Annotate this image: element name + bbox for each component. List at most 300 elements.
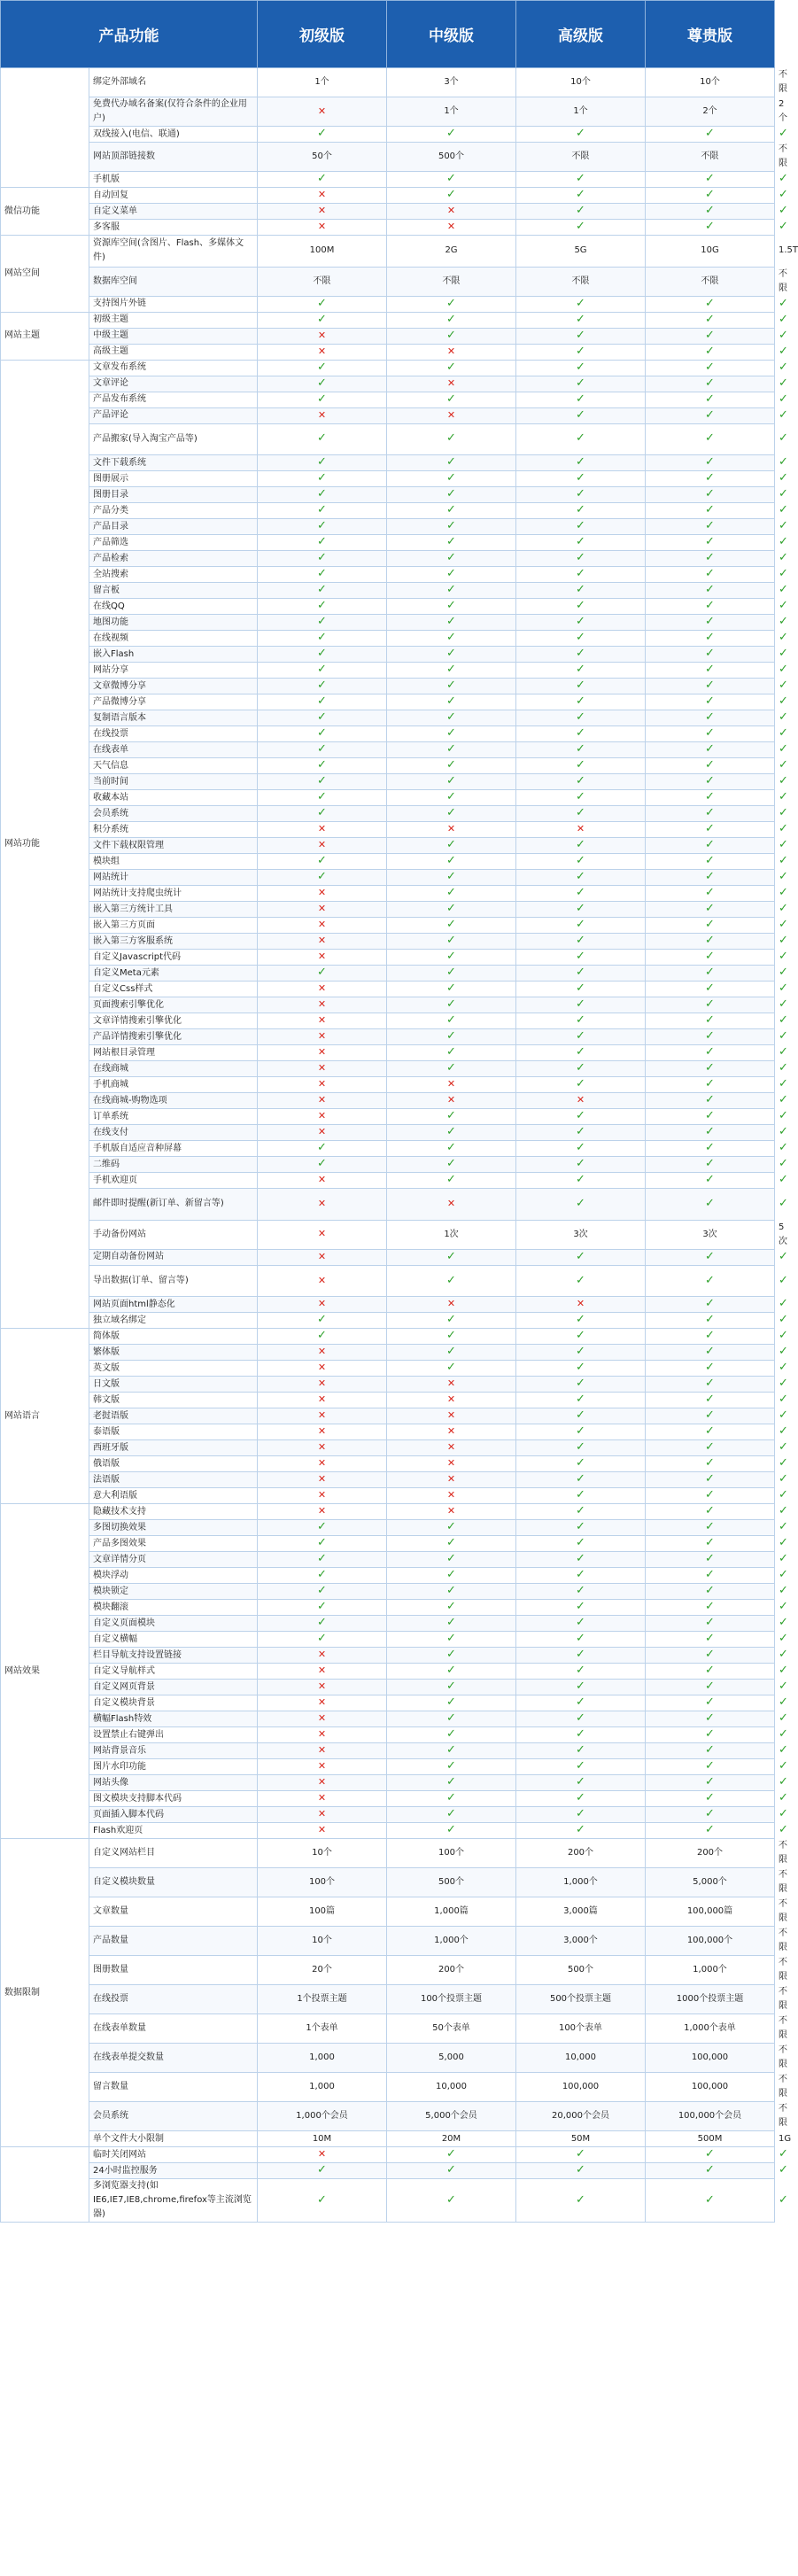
check-icon: ✓ xyxy=(258,1536,387,1552)
check-icon: ✓ xyxy=(258,599,387,615)
check-icon: ✓ xyxy=(387,599,516,615)
check-icon: ✓ xyxy=(516,188,646,204)
table-row: 图册目录 ✓ ✓ ✓ ✓ ✓ xyxy=(1,487,775,503)
table-row: 设置禁止右键弹出 ✕ ✓ ✓ ✓ ✓ xyxy=(1,1727,775,1743)
check-icon: ✓ xyxy=(646,2179,775,2223)
check-icon: ✓ xyxy=(516,631,646,647)
value-text: 20,000个会员 xyxy=(552,2111,609,2122)
cross-icon: ✕ xyxy=(258,838,387,854)
check-icon: ✓ xyxy=(387,423,516,455)
value-text: 100,000个 xyxy=(686,1936,733,1946)
table-row: 俄语版 ✕ ✕ ✓ ✓ ✓ xyxy=(1,1456,775,1472)
check-icon: ✓ xyxy=(646,694,775,710)
table-row: 地图功能 ✓ ✓ ✓ ✓ ✓ xyxy=(1,615,775,631)
cross-icon: ✕ xyxy=(258,918,387,934)
check-icon: ✓ xyxy=(387,296,516,312)
check-icon: ✓ xyxy=(387,1759,516,1775)
check-icon: ✓ xyxy=(646,583,775,599)
group-label: 数据限制 xyxy=(1,1839,89,2147)
table-row: 多图切换效果 ✓ ✓ ✓ ✓ ✓ xyxy=(1,1520,775,1536)
check-icon: ✓ xyxy=(516,344,646,360)
check-icon: ✓ xyxy=(516,679,646,694)
feature-name: 横幅Flash特效 xyxy=(89,1711,258,1727)
check-icon: ✓ xyxy=(516,1329,646,1345)
cross-icon: ✕ xyxy=(258,1093,387,1109)
feature-name: 自定义Meta元素 xyxy=(89,966,258,982)
feature-name: 网站页面html静态化 xyxy=(89,1297,258,1313)
value-text: 500个 xyxy=(567,1965,594,1975)
group-label: 网站语言 xyxy=(1,1329,89,1504)
check-icon: ✓ xyxy=(646,838,775,854)
value-text: 100个 xyxy=(438,1848,465,1858)
check-icon: ✓ xyxy=(387,360,516,376)
table-row: 独立域名绑定 ✓ ✓ ✓ ✓ ✓ xyxy=(1,1313,775,1329)
table-row: 栏目导航支持设置链接 ✕ ✓ ✓ ✓ ✓ xyxy=(1,1648,775,1664)
feature-name: 支持图片外链 xyxy=(89,296,258,312)
cross-icon: ✕ xyxy=(258,982,387,997)
feature-name: 产品评论 xyxy=(89,407,258,423)
cross-icon: ✕ xyxy=(258,1361,387,1377)
check-icon: ✓ xyxy=(516,1013,646,1029)
check-icon: ✓ xyxy=(387,535,516,551)
feature-name: 手动备份网站 xyxy=(89,1220,258,1249)
check-icon: ✓ xyxy=(258,870,387,886)
check-icon: ✓ xyxy=(646,1536,775,1552)
value-text: 100,000个会员 xyxy=(678,2111,742,2122)
cross-icon: ✕ xyxy=(258,1727,387,1743)
table-row: 泰语版 ✕ ✕ ✓ ✓ ✓ xyxy=(1,1424,775,1440)
table-row: 在线视频 ✓ ✓ ✓ ✓ ✓ xyxy=(1,631,775,647)
check-icon: ✓ xyxy=(516,838,646,854)
check-icon: ✓ xyxy=(516,1377,646,1393)
value-cell xyxy=(258,1839,387,1868)
value-cell xyxy=(516,2131,646,2147)
check-icon: ✓ xyxy=(387,312,516,328)
table-row: 复制语言版本 ✓ ✓ ✓ ✓ ✓ xyxy=(1,710,775,726)
check-icon: ✓ xyxy=(516,535,646,551)
check-icon: ✓ xyxy=(646,1488,775,1504)
check-icon: ✓ xyxy=(258,742,387,758)
value-cell xyxy=(258,267,387,296)
feature-name: 手机商城 xyxy=(89,1077,258,1093)
value-text: 500个投票主题 xyxy=(549,1994,612,2005)
check-icon: ✓ xyxy=(516,886,646,902)
check-icon: ✓ xyxy=(258,1520,387,1536)
value-text: 5,000个会员 xyxy=(425,2111,477,2122)
check-icon: ✓ xyxy=(387,1173,516,1189)
table-row: 产品分类 ✓ ✓ ✓ ✓ ✓ xyxy=(1,503,775,519)
feature-name: 老挝语版 xyxy=(89,1408,258,1424)
table-row xyxy=(1,236,775,268)
check-icon: ✓ xyxy=(516,2179,646,2223)
check-icon: ✓ xyxy=(387,1680,516,1695)
table-row xyxy=(1,1868,775,1897)
table-row: 自定义模块背景 ✕ ✓ ✓ ✓ ✓ xyxy=(1,1695,775,1711)
value-cell xyxy=(387,1956,516,1985)
cross-icon: ✕ xyxy=(516,1297,646,1313)
table-row: 手机商城 ✕ ✕ ✓ ✓ ✓ xyxy=(1,1077,775,1093)
check-icon: ✓ xyxy=(387,742,516,758)
header-basic: 初级版 xyxy=(258,1,387,68)
check-icon: ✓ xyxy=(516,1711,646,1727)
cross-icon: ✕ xyxy=(258,1440,387,1456)
feature-name: 文章微博分享 xyxy=(89,679,258,694)
feature-name: 多客服 xyxy=(89,220,258,236)
table-row: 横幅Flash特效 ✕ ✓ ✓ ✓ ✓ xyxy=(1,1711,775,1727)
feature-name: 文章详情分页 xyxy=(89,1552,258,1568)
value-cell xyxy=(387,2131,516,2147)
table-row: 模块浮动 ✓ ✓ ✓ ✓ ✓ xyxy=(1,1568,775,1584)
check-icon: ✓ xyxy=(646,1249,775,1265)
table-row: 产品多图效果 ✓ ✓ ✓ ✓ ✓ xyxy=(1,1536,775,1552)
check-icon: ✓ xyxy=(387,1775,516,1791)
check-icon: ✓ xyxy=(646,1648,775,1664)
check-icon: ✓ xyxy=(516,1791,646,1807)
check-icon: ✓ xyxy=(258,966,387,982)
check-icon: ✓ xyxy=(258,519,387,535)
cross-icon: ✕ xyxy=(258,188,387,204)
check-icon: ✓ xyxy=(258,2163,387,2179)
value-text: 100M xyxy=(309,245,335,256)
cross-icon: ✕ xyxy=(258,1791,387,1807)
check-icon: ✓ xyxy=(516,1680,646,1695)
cross-icon: ✕ xyxy=(258,344,387,360)
check-icon: ✓ xyxy=(258,503,387,519)
check-icon: ✓ xyxy=(516,503,646,519)
feature-name: 订单系统 xyxy=(89,1109,258,1125)
check-icon: ✓ xyxy=(516,312,646,328)
table-row: 网站统计 ✓ ✓ ✓ ✓ ✓ xyxy=(1,870,775,886)
feature-name: 留言数量 xyxy=(89,2073,258,2102)
value-cell xyxy=(516,2014,646,2044)
check-icon: ✓ xyxy=(646,854,775,870)
table-row: 支持图片外链 ✓ ✓ ✓ ✓ ✓ xyxy=(1,296,775,312)
check-icon: ✓ xyxy=(646,822,775,838)
value-text: 10M xyxy=(312,2133,332,2144)
value-text: 不限 xyxy=(779,1958,787,1982)
feature-name: 单个文件大小限制 xyxy=(89,2131,258,2147)
feature-name: 绑定外部域名 xyxy=(89,68,258,97)
table-row: 手机版自适应音种屏幕 ✓ ✓ ✓ ✓ ✓ xyxy=(1,1141,775,1157)
feature-name: 邮件即时提醒(新订单、新留言等) xyxy=(89,1189,258,1221)
check-icon: ✓ xyxy=(646,360,775,376)
table-row: 产品微博分享 ✓ ✓ ✓ ✓ ✓ xyxy=(1,694,775,710)
check-icon: ✓ xyxy=(646,1377,775,1393)
feature-name: 在线商城 xyxy=(89,1061,258,1077)
check-icon: ✓ xyxy=(646,1616,775,1632)
table-row: 收藏本站 ✓ ✓ ✓ ✓ ✓ xyxy=(1,790,775,806)
feature-name: 自定义网页背景 xyxy=(89,1680,258,1695)
check-icon: ✓ xyxy=(258,790,387,806)
feature-name: 自定义模块数量 xyxy=(89,1868,258,1897)
feature-name: 产品筛选 xyxy=(89,535,258,551)
feature-name: 文章发布系统 xyxy=(89,360,258,376)
value-text: 不限 xyxy=(779,2075,787,2099)
header-premium: 尊贵版 xyxy=(646,1,775,68)
value-cell xyxy=(387,1868,516,1897)
check-icon: ✓ xyxy=(516,1393,646,1408)
check-icon: ✓ xyxy=(646,950,775,966)
cross-icon: ✕ xyxy=(258,1220,387,1249)
check-icon: ✓ xyxy=(646,1664,775,1680)
value-cell xyxy=(258,2044,387,2073)
table-row: 英文版 ✕ ✓ ✓ ✓ ✓ xyxy=(1,1361,775,1377)
feature-name: 嵌入第三方统计工具 xyxy=(89,902,258,918)
feature-name: 在线表单 xyxy=(89,742,258,758)
table-row xyxy=(1,1985,775,2014)
table-row: 文章详情搜索引擎优化 ✕ ✓ ✓ ✓ ✓ xyxy=(1,1013,775,1029)
table-row: 模块组 ✓ ✓ ✓ ✓ ✓ xyxy=(1,854,775,870)
cross-icon: ✕ xyxy=(258,1249,387,1265)
check-icon: ✓ xyxy=(646,1711,775,1727)
check-icon: ✓ xyxy=(387,997,516,1013)
value-text: 1个 xyxy=(314,77,329,87)
cross-icon: ✕ xyxy=(258,204,387,220)
cross-icon: ✕ xyxy=(258,1775,387,1791)
check-icon: ✓ xyxy=(516,854,646,870)
table-row xyxy=(1,1927,775,1956)
feature-name: 中级主题 xyxy=(89,328,258,344)
check-icon: ✓ xyxy=(516,806,646,822)
check-icon: ✓ xyxy=(387,1807,516,1823)
check-icon: ✓ xyxy=(646,1093,775,1109)
check-icon: ✓ xyxy=(258,376,387,392)
table-row xyxy=(1,2073,775,2102)
cross-icon: ✕ xyxy=(258,1125,387,1141)
check-icon: ✓ xyxy=(387,1520,516,1536)
check-icon: ✓ xyxy=(258,806,387,822)
table-row: 网站效果 隐藏技术支持 ✕ ✕ ✓ ✓ ✓ xyxy=(1,1504,775,1520)
feature-name: 24小时监控服务 xyxy=(89,2163,258,2179)
feature-name: 收藏本站 xyxy=(89,790,258,806)
check-icon: ✓ xyxy=(387,806,516,822)
check-icon: ✓ xyxy=(516,1141,646,1157)
cross-icon: ✕ xyxy=(387,1189,516,1221)
check-icon: ✓ xyxy=(646,344,775,360)
feature-name: 全站搜索 xyxy=(89,567,258,583)
check-icon: ✓ xyxy=(258,312,387,328)
value-text: 不限 xyxy=(779,2045,787,2070)
feature-name: 在线投票 xyxy=(89,726,258,742)
table-row: 网站页面html静态化 ✕ ✕ ✕ ✓ ✓ xyxy=(1,1297,775,1313)
value-cell xyxy=(258,236,387,268)
value-text: 5,000 xyxy=(438,2052,464,2063)
value-text: 100个 xyxy=(308,1877,336,1888)
check-icon: ✓ xyxy=(516,1807,646,1823)
value-text: 100,000 xyxy=(691,2082,729,2092)
check-icon: ✓ xyxy=(516,918,646,934)
table-row: 模块锁定 ✓ ✓ ✓ ✓ ✓ xyxy=(1,1584,775,1600)
check-icon: ✓ xyxy=(516,1504,646,1520)
feature-name: 积分系统 xyxy=(89,822,258,838)
value-cell xyxy=(258,1927,387,1956)
check-icon: ✓ xyxy=(646,1408,775,1424)
cross-icon: ✕ xyxy=(387,1472,516,1488)
feature-name: 网站顶部链接数 xyxy=(89,143,258,172)
group-label: 网站功能 xyxy=(1,360,89,1329)
check-icon: ✓ xyxy=(258,1329,387,1345)
cross-icon: ✕ xyxy=(258,1189,387,1221)
value-cell xyxy=(258,2102,387,2131)
check-icon: ✓ xyxy=(258,551,387,567)
check-icon: ✓ xyxy=(387,567,516,583)
cross-icon: ✕ xyxy=(258,1013,387,1029)
feature-name: 页面插入脚本代码 xyxy=(89,1807,258,1823)
check-icon: ✓ xyxy=(646,1297,775,1313)
check-icon: ✓ xyxy=(516,519,646,535)
value-cell xyxy=(516,1985,646,2014)
check-icon: ✓ xyxy=(387,503,516,519)
check-icon: ✓ xyxy=(646,615,775,631)
check-icon: ✓ xyxy=(258,854,387,870)
value-cell xyxy=(387,2073,516,2102)
check-icon: ✓ xyxy=(646,997,775,1013)
value-cell xyxy=(516,2102,646,2131)
value-text: 200个 xyxy=(567,1848,594,1858)
value-text: 1,000个会员 xyxy=(296,2111,348,2122)
table-body xyxy=(1,68,798,2223)
cross-icon: ✕ xyxy=(387,204,516,220)
value-text: 10G xyxy=(701,245,719,256)
check-icon: ✓ xyxy=(258,758,387,774)
feature-name: 网站分享 xyxy=(89,663,258,679)
value-text: 20M xyxy=(441,2133,461,2144)
table-row: 网站分享 ✓ ✓ ✓ ✓ ✓ xyxy=(1,663,775,679)
value-cell xyxy=(516,1868,646,1897)
feature-name: 免费代办域名备案(仅符合条件的企业用户) xyxy=(89,97,258,127)
value-cell xyxy=(387,2102,516,2131)
check-icon: ✓ xyxy=(258,726,387,742)
check-icon: ✓ xyxy=(516,1045,646,1061)
check-icon: ✓ xyxy=(387,487,516,503)
cross-icon: ✕ xyxy=(258,1488,387,1504)
value-text: 50M xyxy=(570,2133,591,2144)
value-cell xyxy=(387,1220,516,1249)
check-icon: ✓ xyxy=(516,663,646,679)
feature-name: 在线QQ xyxy=(89,599,258,615)
check-icon: ✓ xyxy=(516,376,646,392)
check-icon: ✓ xyxy=(516,1424,646,1440)
check-icon: ✓ xyxy=(646,1313,775,1329)
value-cell xyxy=(516,68,646,97)
feature-name: 产品目录 xyxy=(89,519,258,535)
check-icon: ✓ xyxy=(646,1125,775,1141)
value-cell xyxy=(387,97,516,127)
feature-name: 独立域名绑定 xyxy=(89,1313,258,1329)
value-text: 100,000 xyxy=(691,2052,729,2063)
check-icon: ✓ xyxy=(646,127,775,143)
cross-icon: ✕ xyxy=(258,822,387,838)
value-cell xyxy=(258,1868,387,1897)
feature-name: 产品检索 xyxy=(89,551,258,567)
check-icon: ✓ xyxy=(646,1077,775,1093)
feature-name: 定期自动备份网站 xyxy=(89,1249,258,1265)
value-text: 500M xyxy=(697,2133,723,2144)
value-cell xyxy=(646,2044,775,2073)
feature-name: 模块组 xyxy=(89,854,258,870)
check-icon: ✓ xyxy=(387,1552,516,1568)
check-icon: ✓ xyxy=(387,870,516,886)
value-cell xyxy=(646,2131,775,2147)
feature-name: 模块翻滚 xyxy=(89,1600,258,1616)
value-text: 10,000 xyxy=(565,2052,596,2063)
check-icon: ✓ xyxy=(516,1077,646,1093)
cross-icon: ✕ xyxy=(387,344,516,360)
table-row: 繁体版 ✕ ✓ ✓ ✓ ✓ xyxy=(1,1345,775,1361)
value-text: 100个表单 xyxy=(558,2023,603,2034)
check-icon: ✓ xyxy=(258,1584,387,1600)
table-row: 微信功能 自动回复 ✕ ✓ ✓ ✓ ✓ xyxy=(1,188,775,204)
check-icon: ✓ xyxy=(646,679,775,694)
feature-name: 资源库空间(含图片、Flash、多媒体文件) xyxy=(89,236,258,268)
cross-icon: ✕ xyxy=(387,1504,516,1520)
check-icon: ✓ xyxy=(387,663,516,679)
check-icon: ✓ xyxy=(516,1456,646,1472)
check-icon: ✓ xyxy=(258,1552,387,1568)
cross-icon: ✕ xyxy=(258,1061,387,1077)
check-icon: ✓ xyxy=(646,1265,775,1297)
check-icon: ✓ xyxy=(258,471,387,487)
check-icon: ✓ xyxy=(516,1759,646,1775)
table-row xyxy=(1,267,775,296)
value-text: 不限 xyxy=(779,1899,787,1924)
check-icon: ✓ xyxy=(516,1313,646,1329)
check-icon: ✓ xyxy=(516,567,646,583)
table-row: 产品目录 ✓ ✓ ✓ ✓ ✓ xyxy=(1,519,775,535)
cross-icon: ✕ xyxy=(258,1504,387,1520)
check-icon: ✓ xyxy=(516,2147,646,2163)
table-row: 页面插入脚本代码 ✕ ✓ ✓ ✓ ✓ xyxy=(1,1807,775,1823)
value-cell xyxy=(258,2131,387,2147)
check-icon: ✓ xyxy=(258,535,387,551)
check-icon: ✓ xyxy=(646,1109,775,1125)
table-row xyxy=(1,1897,775,1927)
table-row: 图册展示 ✓ ✓ ✓ ✓ ✓ xyxy=(1,471,775,487)
value-text: 1G xyxy=(779,2133,792,2144)
check-icon: ✓ xyxy=(387,1329,516,1345)
check-icon: ✓ xyxy=(646,1173,775,1189)
cross-icon: ✕ xyxy=(258,1045,387,1061)
table-row xyxy=(1,2044,775,2073)
value-cell xyxy=(258,1956,387,1985)
header-row: 产品功能 初级版 中级版 高级版 尊贵版 至尊版 xyxy=(1,1,775,68)
value-text: 不限 xyxy=(779,2104,787,2129)
feature-name: 隐藏技术支持 xyxy=(89,1504,258,1520)
check-icon: ✓ xyxy=(646,519,775,535)
feature-name: 在线表单数量 xyxy=(89,2014,258,2044)
check-icon: ✓ xyxy=(258,1313,387,1329)
check-icon: ✓ xyxy=(387,1045,516,1061)
feature-name: 自动回复 xyxy=(89,188,258,204)
cross-icon: ✕ xyxy=(258,1393,387,1408)
feature-name: 二维码 xyxy=(89,1157,258,1173)
check-icon: ✓ xyxy=(387,1157,516,1173)
check-icon: ✓ xyxy=(387,1029,516,1045)
check-icon: ✓ xyxy=(387,631,516,647)
check-icon: ✓ xyxy=(646,2147,775,2163)
check-icon: ✓ xyxy=(387,2147,516,2163)
check-icon: ✓ xyxy=(516,1173,646,1189)
table-row: 自定义页面模块 ✓ ✓ ✓ ✓ ✓ xyxy=(1,1616,775,1632)
check-icon: ✓ xyxy=(646,902,775,918)
feature-name: 俄语版 xyxy=(89,1456,258,1472)
feature-name: 产品多图效果 xyxy=(89,1536,258,1552)
feature-name: 嵌入第三方客服系统 xyxy=(89,934,258,950)
check-icon: ✓ xyxy=(387,694,516,710)
table-row xyxy=(1,1956,775,1985)
check-icon: ✓ xyxy=(646,567,775,583)
table-row xyxy=(1,68,775,97)
